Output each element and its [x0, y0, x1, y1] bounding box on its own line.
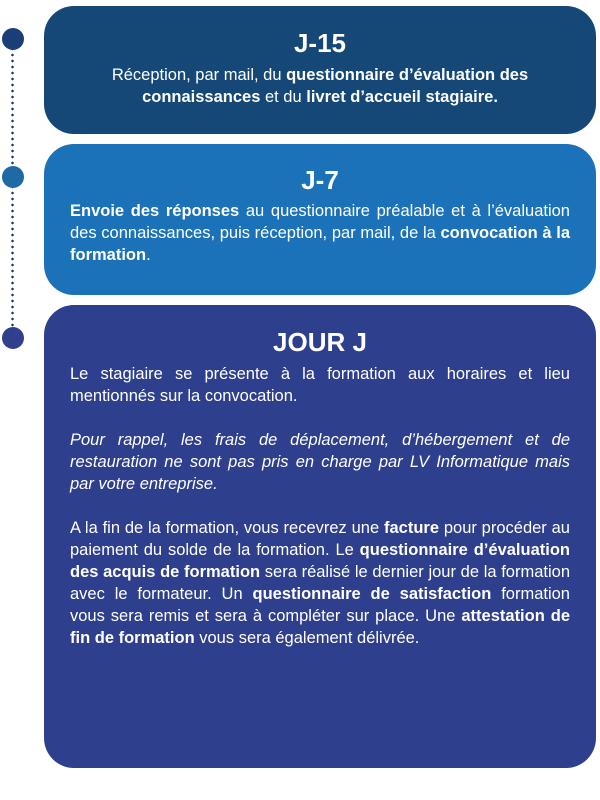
end-of-training-paragraph	[70, 517, 570, 649]
text-segment: vous sera également délivrée.	[194, 629, 420, 647]
text-segment: pour procéder au paiement du solde de la formation. Le	[70, 519, 570, 559]
text-segment: Réception, par mail, du	[111, 66, 287, 84]
text-segment: sera réalisé le dernier jour de la formation avec le formateur. Un	[70, 563, 570, 603]
step-card-j7	[44, 144, 596, 295]
step-title: J-15	[293, 28, 347, 58]
reminder-paragraph: Pour rappel, les frais de déplacement, d’hébergement et de restauration ne sont pas pris en charge par LV Informatique mais par votre entreprise.	[70, 431, 570, 493]
text-segment: formation vous sera remis et sera à compléter sur place. Une	[70, 585, 570, 625]
step-title: JOUR J	[273, 327, 367, 357]
timeline-dotted-line	[11, 40, 14, 336]
bold-segment: questionnaire de satisfaction	[252, 585, 492, 603]
timeline-marker-j15	[2, 28, 24, 50]
bold-segment: attestation de fin de formation	[70, 607, 570, 647]
step-card-j15	[44, 6, 596, 134]
timeline-marker-j7	[2, 166, 24, 188]
text-segment: .	[146, 246, 151, 264]
step-title: J-7	[301, 165, 339, 195]
timeline-marker-jour-j	[2, 327, 24, 349]
bold-segment: convocation à la formation	[70, 224, 571, 264]
bold-segment: questionnaire d’évaluation des acquis de formation	[70, 541, 570, 581]
step-description	[70, 64, 570, 108]
bold-segment: facture	[383, 519, 440, 537]
bold-segment: Envoie des réponses	[70, 202, 240, 220]
bold-segment: questionnaire d’évaluation des connaissances	[142, 66, 529, 106]
text-segment: A la fin de la formation, vous recevrez une	[70, 519, 384, 537]
step-card-jour-j	[44, 305, 596, 768]
bold-segment: livret d’accueil stagiaire.	[306, 88, 498, 106]
step-description	[70, 200, 570, 266]
text-segment: au questionnaire préalable et à l’évaluation des connaissances, puis réception, par mail, de la	[70, 202, 570, 242]
text-segment: et du	[260, 88, 307, 106]
arrival-paragraph: Le stagiaire se présente à la formation aux horaires et lieu mentionnés sur la convocation.	[70, 365, 570, 405]
